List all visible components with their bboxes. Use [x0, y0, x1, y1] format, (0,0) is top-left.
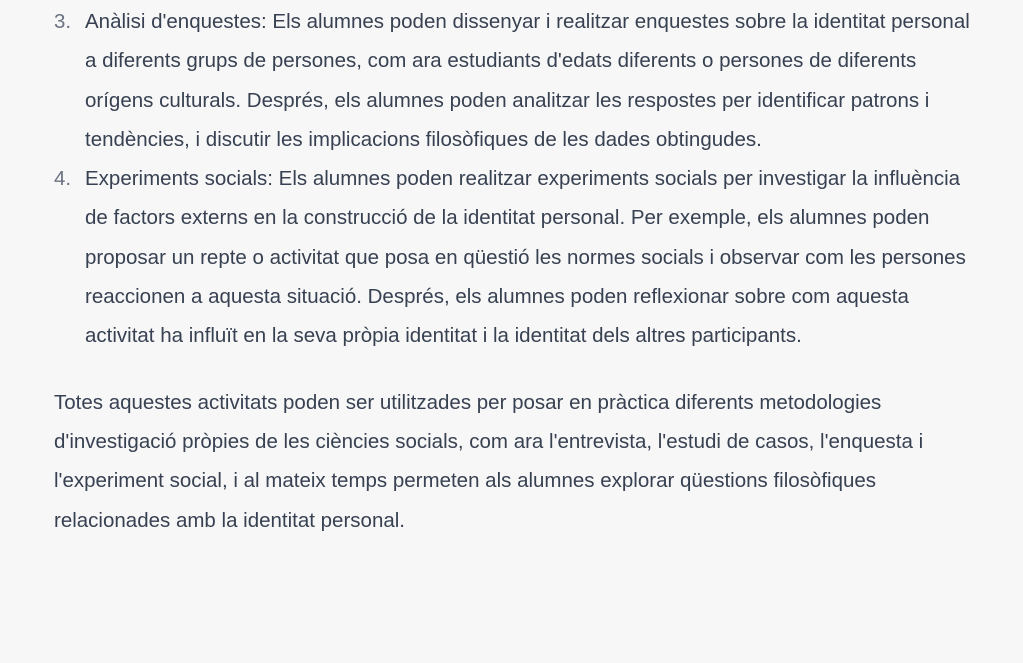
list-item-text: Anàlisi d'enquestes: Els alumnes poden dissenyar i realitzar enquestes sobre la identitat personal a diferents grups de persones, com ara estudiants d'edats diferents o persones de diferents orígens culturals. Després, els alumnes poden analitzar les respostes per identificar patrons i tendències, i discutir les implicacions filosòfiques de les dades obtingudes. — [85, 10, 970, 151]
summary-paragraph: Totes aquestes activitats poden ser utilitzades per posar en pràctica diferents metodologies d'investigació pròpies de les ciències socials, com ara l'entrevista, l'estudi de casos, l'enquesta i l'experiment social, i al mateix temps permeten als alumnes explorar qüestions filosòfiques relacionades amb la identitat personal. — [54, 390, 924, 532]
list-item-text: Experiments socials: Els alumnes poden realitzar experiments socials per investigar la influència de factors externs en la construcció de la identitat personal. Per exemple, els alumnes poden proposar un repte o activitat que posa en qüestió les normes socials i observar com les persones reaccionen a aquesta situació. Després, els alumnes poden reflexionar sobre com aquesta activitat ha influït en la seva pròpia identitat i la identitat dels altres participants. — [85, 167, 966, 348]
list-item — [54, 159, 984, 355]
activities-list — [54, 2, 984, 356]
list-item-number: 4. — [54, 167, 72, 191]
list-item — [54, 2, 984, 159]
list-item-number: 3. — [54, 10, 72, 33]
response-content — [54, 2, 984, 540]
